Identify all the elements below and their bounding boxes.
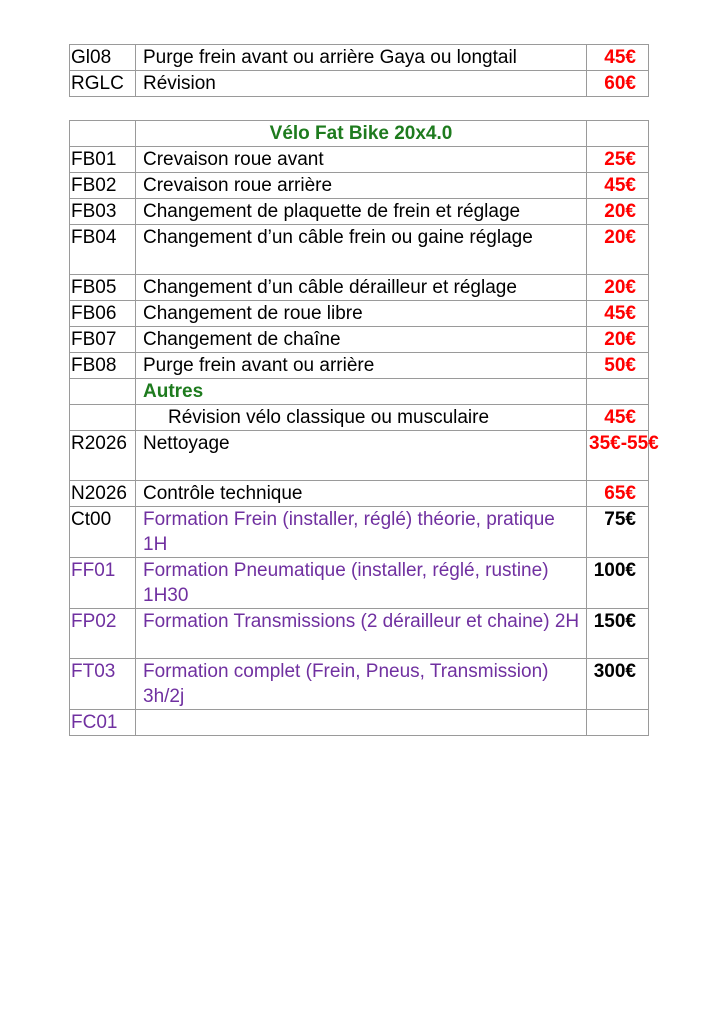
table-row <box>70 507 649 558</box>
empty-cell <box>587 121 649 147</box>
service-price: 75€ <box>587 507 649 558</box>
service-code: FB04 <box>70 225 136 275</box>
formation-label: Formation Frein (installer, réglé) théorie, pratique 1H <box>136 507 587 558</box>
service-price: 45€ <box>587 45 649 71</box>
empty-cell <box>70 379 136 405</box>
empty-cell <box>587 379 649 405</box>
service-code: FT03 <box>70 659 136 710</box>
service-label: Révision <box>136 71 587 97</box>
formation-label: Formation complet (Frein, Pneus, Transmission) 3h/2j <box>136 659 587 710</box>
service-code: FP02 <box>70 609 136 659</box>
service-label: Crevaison roue avant <box>136 147 587 173</box>
table-row <box>70 609 649 659</box>
service-label: Purge frein avant ou arrière Gaya ou longtail <box>136 45 587 71</box>
service-code: RGLC <box>70 71 136 97</box>
service-label: Purge frein avant ou arrière <box>136 353 587 379</box>
service-code: FF01 <box>70 558 136 609</box>
empty-cell <box>136 710 587 736</box>
service-label: Crevaison roue arrière <box>136 173 587 199</box>
service-price: 100€ <box>587 558 649 609</box>
service-label: Changement d’un câble dérailleur et réglage <box>136 275 587 301</box>
table-row <box>70 275 649 301</box>
service-code: Gl08 <box>70 45 136 71</box>
section-header-row <box>70 379 649 405</box>
service-price: 45€ <box>587 173 649 199</box>
service-price: 45€ <box>587 405 649 431</box>
section-header-row <box>70 121 649 147</box>
table-row <box>70 353 649 379</box>
table-row <box>70 558 649 609</box>
empty-cell <box>70 405 136 431</box>
service-code: FB02 <box>70 173 136 199</box>
service-label: Nettoyage <box>136 431 587 481</box>
service-code: FB01 <box>70 147 136 173</box>
table-row <box>70 710 649 736</box>
table-row <box>70 225 649 275</box>
service-price: 150€ <box>587 609 649 659</box>
table-row <box>70 147 649 173</box>
service-price: 65€ <box>587 481 649 507</box>
formation-label: Formation Transmissions (2 dérailleur et chaine) 2H <box>136 609 587 659</box>
top-price-table <box>69 44 649 97</box>
service-code: FB03 <box>70 199 136 225</box>
formation-label: Formation Pneumatique (installer, réglé, rustine) 1H30 <box>136 558 587 609</box>
service-code: R2026 <box>70 431 136 481</box>
service-price: 20€ <box>587 199 649 225</box>
service-label: Changement de roue libre <box>136 301 587 327</box>
service-label: Révision vélo classique ou musculaire <box>136 405 587 431</box>
table-row <box>70 45 649 71</box>
table-row <box>70 199 649 225</box>
service-code: Ct00 <box>70 507 136 558</box>
table-row <box>70 405 649 431</box>
service-code: N2026 <box>70 481 136 507</box>
service-label: Changement de chaîne <box>136 327 587 353</box>
service-price: 300€ <box>587 659 649 710</box>
table-row <box>70 173 649 199</box>
service-code: FB05 <box>70 275 136 301</box>
section-title-fatbike: Vélo Fat Bike 20x4.0 <box>136 121 587 147</box>
service-price: 60€ <box>587 71 649 97</box>
fatbike-price-table <box>69 120 659 736</box>
service-price: 25€ <box>587 147 649 173</box>
service-label: Changement d’un câble frein ou gaine réglage <box>136 225 587 275</box>
service-label: Changement de plaquette de frein et réglage <box>136 199 587 225</box>
service-price: 50€ <box>587 353 649 379</box>
service-price: 35€-55€ <box>587 431 649 481</box>
service-code: FB06 <box>70 301 136 327</box>
service-code: FB07 <box>70 327 136 353</box>
section-title-autres: Autres <box>136 379 587 405</box>
empty-cell <box>70 121 136 147</box>
service-price: 20€ <box>587 275 649 301</box>
table-row <box>70 431 649 481</box>
empty-cell <box>587 710 649 736</box>
table-row <box>70 327 649 353</box>
service-code: FC01 <box>70 710 136 736</box>
service-code: FB08 <box>70 353 136 379</box>
table-row <box>70 71 649 97</box>
table-row <box>70 659 649 710</box>
service-label: Contrôle technique <box>136 481 587 507</box>
service-price: 45€ <box>587 301 649 327</box>
service-price: 20€ <box>587 327 649 353</box>
service-price: 20€ <box>587 225 649 275</box>
table-row <box>70 481 649 507</box>
table-row <box>70 301 649 327</box>
